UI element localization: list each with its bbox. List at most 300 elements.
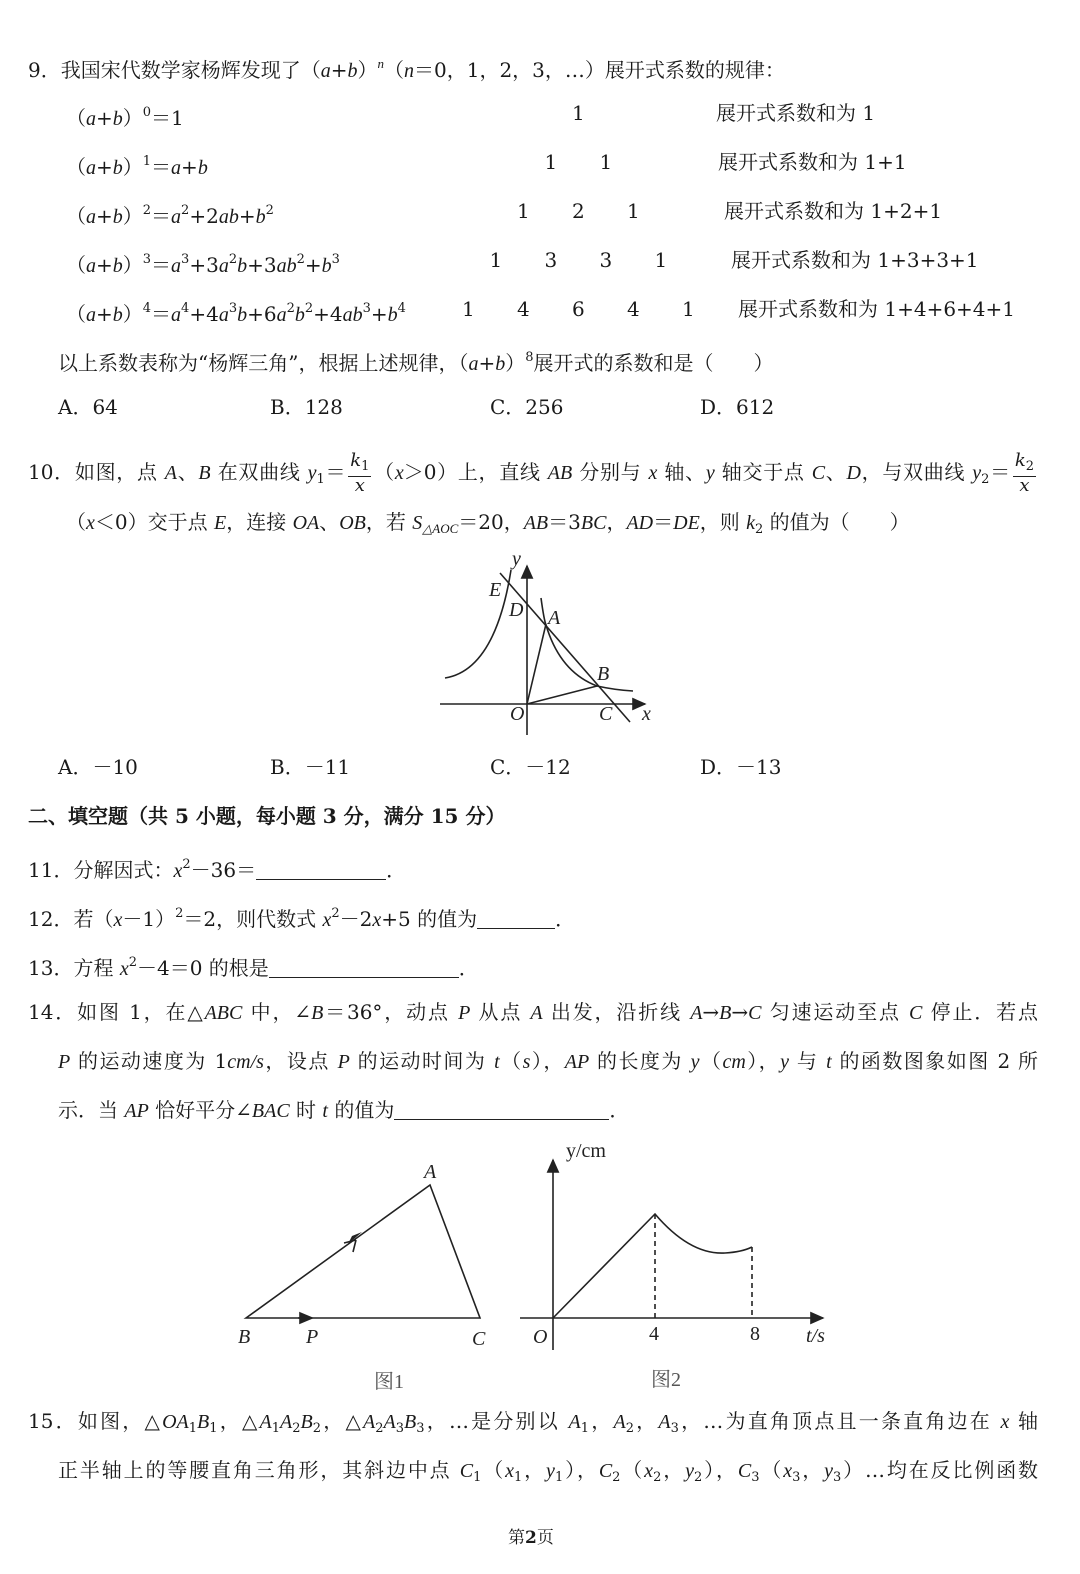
text-run: 中，∠ [242, 1000, 312, 1024]
q10-option-b: B．－11 [270, 755, 351, 779]
superscript: 2 [142, 203, 152, 218]
subscript: △AOC [422, 521, 459, 536]
text-run: 的运动速度为 1 [70, 1049, 228, 1073]
math-variable: ab [218, 206, 239, 228]
math-variable: a [171, 206, 182, 228]
text-run: 时 [289, 1098, 323, 1122]
math-variable: B [198, 462, 211, 484]
text-run: 10．如图，点 [28, 460, 165, 484]
text-run: ． [609, 1098, 630, 1122]
text-run: 的值为（ ） [763, 510, 910, 534]
math-variable: y [972, 462, 982, 484]
text-run: ，△ [217, 1409, 260, 1433]
superscript: 2 [296, 252, 305, 267]
text-run: （ [66, 302, 86, 326]
text-run: + [330, 58, 348, 82]
superscript: 2 [181, 203, 190, 218]
text-run: ＜0）交于点 [94, 510, 214, 534]
math-variable: P [58, 1051, 71, 1073]
line-ec [500, 573, 630, 722]
math-variable: t [494, 1051, 500, 1073]
math-variable: y [705, 462, 715, 484]
label-c: C [599, 703, 613, 725]
fig2-function-curve [553, 1214, 752, 1318]
text-run: －4＝0 的根是 [136, 956, 269, 980]
fig1-label-c: C [472, 1328, 486, 1350]
math-variable: A [568, 1411, 581, 1433]
text-run: ＝ [653, 510, 674, 534]
text-run: +3 [247, 253, 277, 277]
text-run: + [96, 106, 113, 130]
text-run: ＝ [151, 302, 172, 326]
segment-oa [527, 624, 546, 704]
text-run: 、 [319, 510, 340, 534]
text-run: 恰好平分∠ [148, 1098, 252, 1122]
text-run: 13．方程 [28, 956, 120, 980]
math-variable: b [112, 108, 123, 130]
math-variable: x [113, 909, 123, 931]
fig2-origin: O [533, 1326, 548, 1348]
fig2-caption: 图2 [651, 1369, 681, 1391]
bold-text: 二、填空题（共 5 小题，每小题 3 分，满分 15 分） [28, 804, 506, 828]
text-run: －1） [122, 907, 176, 931]
math-variable: a [276, 304, 287, 326]
text-run: ． [555, 907, 576, 931]
text-run: ． [386, 858, 407, 882]
text-run: 9．我国宋代数学家杨辉发现了（ [28, 58, 321, 82]
math-variable: a [468, 353, 479, 375]
text-run: （ [499, 1049, 523, 1073]
math-variable: x [86, 512, 95, 534]
superscript: 2 [175, 906, 184, 921]
text-run: + [181, 155, 198, 179]
math-variable: y [824, 1460, 833, 1482]
text-run: （ [66, 204, 86, 228]
denominator: x [354, 475, 365, 496]
math-variable: A [280, 1411, 293, 1433]
text-run: 轴交于点 [714, 460, 812, 484]
text-run: 的值为 [327, 1098, 395, 1122]
triangle-coefficient: 1 [654, 248, 668, 272]
text-run: ＝2，则代数式 [183, 907, 323, 931]
subscript: 3 [416, 1421, 425, 1436]
text-run: + [96, 302, 113, 326]
superscript: n [377, 56, 384, 71]
math-variable: x [648, 462, 658, 484]
text-run: ，△ [321, 1409, 364, 1433]
text-run: + [478, 351, 496, 375]
subscript: 2 [625, 1421, 634, 1436]
math-variable: x [394, 462, 404, 484]
text-run: 以上系数表称为“杨辉三角”，根据上述规律，（ [58, 351, 469, 375]
text-run: ＝3 [548, 510, 581, 534]
triangle-coefficient: 1 [599, 150, 613, 174]
subscript: 2 [375, 1421, 384, 1436]
fig1-label-p: P [306, 1326, 319, 1348]
math-variable: a [86, 108, 96, 130]
text-run: ） [357, 58, 378, 82]
fig1-label-b: B [238, 1326, 251, 1348]
label-e: E [489, 579, 502, 601]
superscript: 2 [331, 906, 340, 921]
superscript: 2 [265, 203, 274, 218]
text-run: ＝1 [151, 106, 184, 130]
math-variable: a [86, 304, 96, 326]
math-variable: a [171, 157, 182, 179]
text-run: +5 的值为 [381, 907, 478, 931]
math-variable: y [685, 1460, 694, 1482]
text-run: 示．当 [58, 1098, 125, 1122]
triangle-coefficient: 3 [599, 248, 613, 272]
text-run: （ [66, 253, 86, 277]
text-run: ， [800, 1458, 825, 1482]
math-variable: B [311, 1002, 324, 1024]
text-run: 11．分解因式： [28, 858, 174, 882]
subscript: 2 [292, 1421, 301, 1436]
math-variable: b [112, 157, 123, 179]
superscript: 2 [182, 857, 191, 872]
text-run: 15．如图，△ [28, 1409, 163, 1433]
math-variable: AB [523, 512, 549, 534]
subscript: 1 [361, 459, 370, 474]
math-variable: E [213, 512, 227, 534]
text-run: +4 [189, 302, 219, 326]
math-variable: a [86, 206, 96, 228]
text-run: ） [122, 106, 143, 130]
text-run: （ [759, 1458, 784, 1482]
q10-option-d: D．－13 [700, 755, 782, 779]
text-run: ， [606, 510, 627, 534]
superscript: 3 [228, 301, 238, 316]
text-run: ）， [563, 1458, 599, 1482]
q9-option-d: D．612 [700, 395, 775, 419]
math-variable: BAC [251, 1100, 290, 1122]
subscript: 3 [395, 1421, 405, 1436]
text-run: 匀速运动至点 [761, 1000, 910, 1024]
text-run: －2 [339, 907, 373, 931]
text-run: ）， [702, 1458, 738, 1482]
coefficient-sum: 展开式系数和为 1+4+6+4+1 [738, 297, 1016, 321]
math-variable: C [598, 1460, 613, 1482]
arrow-bp [298, 1313, 312, 1323]
math-variable: t [826, 1051, 832, 1073]
superscript: 4 [397, 301, 406, 316]
math-variable: C [737, 1460, 752, 1482]
superscript: 2 [228, 252, 238, 267]
fig1-label-a: A [424, 1161, 437, 1183]
math-variable: OA [162, 1411, 189, 1433]
math-variable: a [320, 60, 331, 82]
math-variable: ab [342, 304, 363, 326]
subscript: 2 [693, 1470, 703, 1485]
text-run: 停止．若点 [922, 1000, 1039, 1024]
subscript: 1 [188, 1421, 198, 1436]
text-run: ＝ [151, 204, 172, 228]
math-variable: a [218, 255, 229, 277]
text-run: → [731, 1000, 749, 1024]
math-variable: A [530, 1002, 543, 1024]
text-run: 14．如图 1，在△ [28, 1000, 205, 1024]
superscript: 0 [142, 105, 152, 120]
text-run: ，若 [365, 510, 413, 534]
text-run: ， [522, 1458, 547, 1482]
text-run: ，设点 [263, 1049, 338, 1073]
triangle-coefficient: 2 [572, 199, 585, 223]
text-run: 、 [176, 460, 199, 484]
text-run: （ [699, 1049, 723, 1073]
math-variable: AB [547, 462, 573, 484]
text-run: ＝ [151, 253, 172, 277]
triangle-coefficient: 1 [682, 297, 695, 321]
subscript: 3 [833, 1470, 842, 1485]
text-run: －36＝ [190, 858, 257, 882]
fig2-ylabel: y/cm [566, 1140, 606, 1162]
math-variable: a [171, 304, 182, 326]
text-run: ， [661, 1458, 686, 1482]
text-run: ＝ [151, 155, 172, 179]
text-run: 页 [536, 1528, 554, 1548]
text-run: + [370, 302, 388, 326]
fig2-tick-4: 4 [649, 1323, 659, 1345]
text-run: 正半轴上的等腰直角三角形，其斜边中点 [58, 1458, 460, 1482]
subscript: 3 [751, 1470, 760, 1485]
coefficient-sum: 展开式系数和为 1 [716, 101, 876, 125]
text-run: ） [122, 155, 143, 179]
text-run: ． [458, 956, 479, 980]
math-variable: k [746, 512, 756, 534]
math-variable: x [783, 1460, 793, 1482]
triangle-coefficient: 1 [517, 199, 530, 223]
text-run: ＝ [324, 460, 347, 484]
text-run: （ [620, 1458, 645, 1482]
math-variable: A [613, 1411, 626, 1433]
math-variable: C [748, 1002, 762, 1024]
math-variable: n [404, 60, 414, 82]
superscript: 2 [304, 301, 314, 316]
text-run: 的函数图象如图 2 所 [831, 1049, 1038, 1073]
subscript: 2 [1025, 459, 1035, 474]
subscript: 2 [612, 1470, 621, 1485]
subscript: 2 [981, 472, 990, 487]
text-run: 展开式的系数和是（ ） [533, 351, 774, 375]
math-variable: b [294, 304, 305, 326]
text-run: ＝20， [458, 510, 524, 534]
math-variable: b [237, 304, 248, 326]
text-run: + [96, 155, 113, 179]
text-run: ＝36°，动点 [323, 1000, 459, 1024]
math-variable: b [387, 304, 398, 326]
text-run: ）， [745, 1049, 781, 1073]
text-run: 的长度为 [589, 1049, 691, 1073]
coefficient-sum: 展开式系数和为 1+3+3+1 [731, 248, 979, 272]
math-variable: C [909, 1002, 923, 1024]
math-variable: b [495, 353, 506, 375]
text-run: +4 [313, 302, 343, 326]
fig2-xlabel: t/s [806, 1325, 825, 1347]
math-variable: ab [276, 255, 297, 277]
math-variable: x [644, 1460, 654, 1482]
text-run: （ [66, 155, 86, 179]
text-run: ＝ [989, 460, 1011, 484]
math-variable: b [197, 157, 208, 179]
math-variable: P [458, 1002, 471, 1024]
math-variable: b [347, 60, 358, 82]
text-run: +2 [189, 204, 219, 228]
subscript: 1 [554, 1470, 564, 1485]
superscript: 2 [128, 955, 137, 970]
text-run: （ [481, 1458, 506, 1482]
math-variable: x [372, 909, 382, 931]
text-run: + [96, 204, 113, 228]
triangle-coefficient: 1 [489, 248, 503, 272]
triangle-coefficient: 1 [462, 297, 475, 321]
math-variable: t [322, 1100, 328, 1122]
math-variable: b [112, 255, 123, 277]
math-variable: b [237, 255, 248, 277]
math-variable: A [383, 1411, 396, 1433]
subscript: 1 [473, 1470, 482, 1485]
text-run: 分别与 [572, 460, 649, 484]
math-variable: C [459, 1460, 474, 1482]
math-variable: x [1000, 1411, 1010, 1433]
superscript: 4 [181, 301, 190, 316]
math-variable: a [171, 255, 182, 277]
text-run: ，…为直角顶点且一条直角边在 [678, 1409, 1001, 1433]
superscript: 1 [142, 154, 152, 169]
text-run: ）， [530, 1049, 565, 1073]
subscript: 1 [580, 1421, 590, 1436]
subscript: 3 [792, 1470, 801, 1485]
text-run: ＝0，1，2，3，…）展开式系数的规律： [414, 58, 785, 82]
denominator: x [1019, 475, 1030, 496]
q9-option-c: C．256 [490, 395, 564, 419]
text-run: ，…是分别以 [424, 1409, 569, 1433]
math-variable: y [307, 462, 317, 484]
math-variable: DE [673, 512, 700, 534]
math-variable: AP [564, 1051, 590, 1073]
text-run: 轴、 [657, 460, 706, 484]
text-run: +3 [189, 253, 219, 277]
text-run: ） [122, 302, 143, 326]
math-variable: BC [580, 512, 607, 534]
math-variable: C [811, 462, 826, 484]
text-run: 轴 [1009, 1409, 1039, 1433]
coefficient-sum: 展开式系数和为 1+1 [718, 150, 907, 174]
fig1-caption: 图1 [374, 1371, 404, 1393]
bold-text: 2 [525, 1528, 537, 1548]
math-variable: x [173, 860, 183, 882]
math-variable: b [112, 206, 123, 228]
text-run: ， [633, 1409, 659, 1433]
math-variable: cm/s [227, 1051, 264, 1073]
text-run: ） [122, 204, 143, 228]
q10-option-a: A．－10 [58, 755, 138, 779]
text-run: 在双曲线 [210, 460, 308, 484]
math-variable: OA [292, 512, 320, 534]
q9-option-a: A．64 [58, 395, 118, 419]
math-variable: x [505, 1460, 515, 1482]
segment-ob [527, 686, 597, 704]
triangle-coefficient: 3 [544, 248, 558, 272]
q10-option-c: C．－12 [490, 755, 571, 779]
triangle-coefficient: 4 [627, 297, 640, 321]
text-run: ，连接 [226, 510, 293, 534]
label-o: O [510, 703, 525, 725]
subscript: 1 [209, 1421, 218, 1436]
text-run: ） [122, 253, 143, 277]
triangle-coefficient: 4 [517, 297, 530, 321]
math-variable: A [658, 1411, 671, 1433]
superscript: 8 [525, 350, 534, 365]
superscript: 3 [362, 301, 371, 316]
subscript: 1 [271, 1421, 281, 1436]
superscript: 4 [142, 301, 152, 316]
q9-option-b: B．128 [270, 395, 343, 419]
math-variable: AP [124, 1100, 149, 1122]
text-run: 从点 [470, 1000, 531, 1024]
superscript: 3 [181, 252, 190, 267]
triangle-coefficient: 6 [572, 297, 585, 321]
math-variable: a [86, 157, 96, 179]
superscript: 3 [331, 252, 340, 267]
math-variable: y [780, 1051, 790, 1073]
subscript: 2 [755, 522, 764, 537]
math-variable: b [255, 206, 266, 228]
math-variable: A [363, 1411, 376, 1433]
text-run: 、 [825, 460, 847, 484]
text-run: + [96, 253, 113, 277]
math-variable: s [522, 1051, 531, 1073]
math-variable: A [690, 1002, 703, 1024]
superscript: 2 [286, 301, 295, 316]
text-run: ，则 [699, 510, 747, 534]
math-variable: x [119, 958, 129, 980]
math-variable: AD [626, 512, 654, 534]
subscript: 3 [670, 1421, 679, 1436]
math-variable: a [86, 255, 96, 277]
math-variable: cm [722, 1051, 746, 1073]
math-variable: B [404, 1411, 417, 1433]
numerator-var: k [1014, 450, 1026, 471]
label-a: A [548, 607, 561, 629]
text-run: + [238, 204, 256, 228]
math-variable: b [112, 304, 123, 326]
math-variable: A [164, 462, 177, 484]
subscript: 1 [514, 1470, 523, 1485]
text-run: （ [373, 460, 395, 484]
math-variable: y [690, 1051, 700, 1073]
subscript: 1 [316, 472, 325, 487]
text-run: 第 [508, 1528, 525, 1548]
text-run: 与 [789, 1049, 827, 1073]
text-run: → [702, 1000, 720, 1024]
text-run: ，与双曲线 [860, 460, 973, 484]
label-y: y [512, 548, 521, 570]
text-run: ＞0）上，直线 [403, 460, 548, 484]
triangle-abc [246, 1185, 480, 1318]
text-run: （ [66, 106, 86, 130]
label-d: D [509, 599, 524, 621]
math-variable: D [846, 462, 861, 484]
text-run: + [304, 253, 322, 277]
subscript: 2 [312, 1421, 322, 1436]
math-variable: x [322, 909, 332, 931]
math-variable: B [719, 1002, 732, 1024]
numerator-var: k [350, 450, 362, 471]
triangle-coefficient: 1 [544, 150, 558, 174]
text-run: （ [384, 58, 404, 82]
text-run: ， [589, 1409, 614, 1433]
